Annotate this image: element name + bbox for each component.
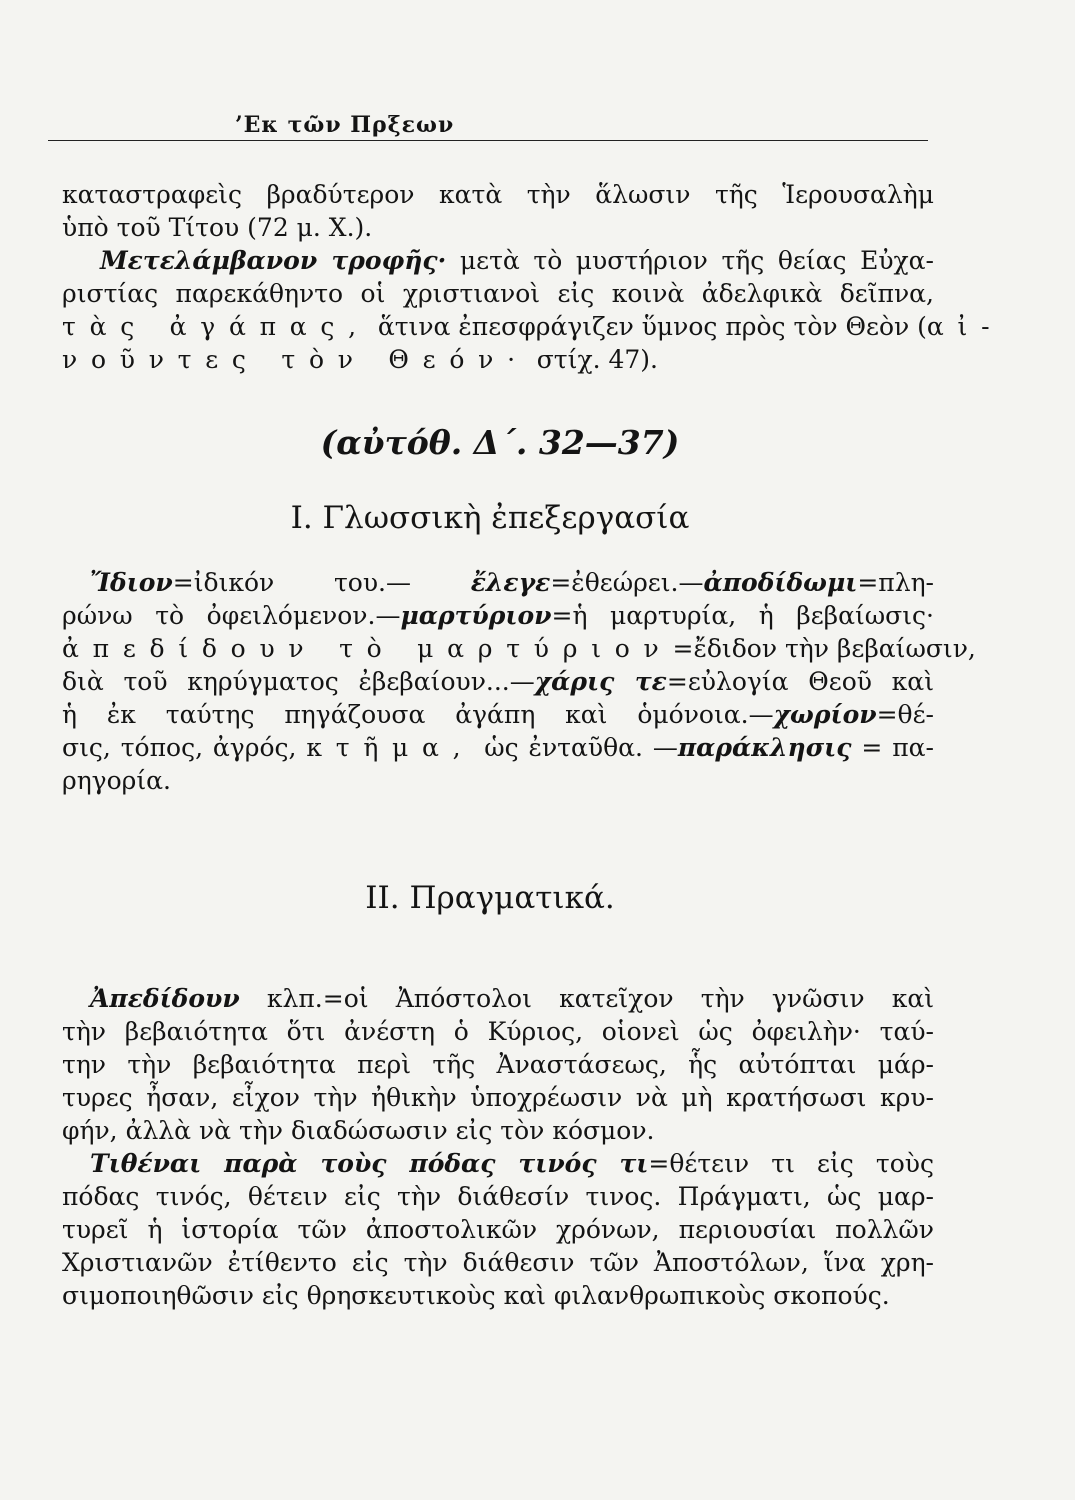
- text-line: πόδας τινός, θέτειν εἰς τὴν διάθεσίν τινος. Πράγματι, ὡς μαρ-: [62, 1182, 934, 1211]
- text-line: διὰ τοῦ κηρύγματος ἐβεβαίουν...—χάρις τε=εὐλογία Θεοῦ καὶ: [62, 667, 934, 696]
- section1-text: [62, 566, 976, 797]
- text-line: την τὴν βεβαιότητα περὶ τῆς Ἀναστάσεως, ἧς αὐτόπται μάρ-: [62, 1050, 934, 1079]
- text-line: ἀπεδίδουν τὸ μαρτύριον=ἔδιδον τὴν βεβαίωσιν,: [62, 634, 976, 663]
- term: ἔλεγε: [470, 568, 551, 597]
- term: Τιθέναι παρὰ τοὺς πόδας τινός τι: [90, 1149, 649, 1178]
- text-line: Χριστιανῶν ἐτίθεντο εἰς τὴν διάθεσιν τῶν Ἀποστόλων, ἵνα χρη-: [62, 1248, 934, 1277]
- header-rule: [48, 140, 928, 141]
- section-title-linguistic: Ι. Γλωσσικὴ ἐπεξεργασία: [290, 500, 690, 536]
- text-line: φήν, ἀλλὰ νὰ τὴν διαδώσωσιν εἰς τὸν κόσμον.: [62, 1116, 655, 1145]
- text-line: τυρεῖ ἡ ἱστορία τῶν ἀποστολικῶν χρόνων, περιουσίαι πολλῶν: [62, 1215, 934, 1244]
- text-line: σιμοποιηθῶσιν εἰς θρησκευτικοὺς καὶ φιλανθρωπικοὺς σκοπούς.: [62, 1281, 890, 1310]
- text-line: Μετελάμβανον τροφῆς· μετὰ τὸ μυστήριον τῆς θείας Εὐχα-: [100, 246, 934, 275]
- text-line: Ἴδιον=ἰδικόν του.— ἔλεγε=ἐθεώρει.—ἀποδίδωμι=πλη-: [90, 568, 934, 597]
- text-line: τὰς ἀγάπας, ἅτινα ἐπεσφράγιζεν ὕμνος πρὸς τὸν Θεὸν (αἰ-: [62, 312, 1004, 341]
- text-line: τὴν βεβαιότητα ὅτι ἀνέστη ὁ Κύριος, οἱονεὶ ὡς ὀφειλὴν· ταύ-: [62, 1017, 934, 1046]
- section-title-factual: ΙΙ. Πραγματικά.: [365, 880, 615, 916]
- text-line: ὑπὸ τοῦ Τίτου (72 μ. Χ.).: [62, 213, 373, 242]
- spaced-term: αἰ-: [926, 312, 1004, 341]
- term: μαρτύριον: [400, 601, 552, 630]
- text-line: καταστραφεὶς βραδύτερον κατὰ τὴν ἅλωσιν τῆς Ἱερουσαλὴμ: [62, 180, 934, 209]
- spaced-term: ἀπεδίδουν τὸ μαρτύριον: [62, 634, 673, 663]
- spaced-term: νοῦντες τὸν Θεόν·: [62, 345, 529, 374]
- text-line: ρώνω τὸ ὀφειλόμενον.—μαρτύριον=ἡ μαρτυρία, ἡ βεβαίωσις·: [62, 601, 935, 630]
- term: χωρίον: [773, 700, 877, 729]
- text-line: Τιθέναι παρὰ τοὺς πόδας τινός τι=θέτειν τι εἰς τοὺς: [90, 1149, 934, 1178]
- term: ἀποδίδωμι: [703, 568, 858, 597]
- text-line: σις, τόπος, ἀγρός, κτῆμα, ὡς ἐνταῦθα. —παράκλησις = πα-: [62, 733, 934, 762]
- spaced-term: τὰς ἀγάπας,: [62, 312, 370, 341]
- text-line: ἡ ἐκ ταύτης πηγάζουσα ἀγάπη καὶ ὁμόνοια.—χωρίον=θέ-: [62, 700, 934, 729]
- term: χάρις τε: [534, 667, 667, 696]
- term: παράκλησις: [677, 733, 852, 762]
- running-head: ’Εκ τῶν Πρξεων: [235, 112, 455, 138]
- text-line: ριστίας παρεκάθηντο οἱ χριστιανοὶ εἰς κοινὰ ἀδελφικὰ δεῖπνα,: [62, 279, 934, 308]
- term: Ἀπεδίδουν: [90, 984, 240, 1013]
- term: Ἴδιον: [90, 568, 173, 597]
- text-line: Ἀπεδίδουν κλπ.=οἱ Ἀπόστολοι κατεῖχον τὴν γνῶσιν καὶ: [90, 984, 934, 1013]
- reference-heading: (αὐτόθ. Δ΄. 32—37): [320, 423, 680, 462]
- text-line: ρηγορία.: [62, 766, 171, 795]
- text-line: τυρες ἦσαν, εἶχον τὴν ἠθικὴν ὑποχρέωσιν νὰ μὴ κρατήσωσι κρυ-: [62, 1083, 934, 1112]
- intro-text: [62, 178, 1004, 376]
- spaced-term: κτῆμα,: [306, 733, 475, 762]
- section2-text: [62, 982, 934, 1312]
- term: Μετελάμβανον τροφῆς·: [100, 246, 447, 275]
- text-line: νοῦντες τὸν Θεόν· στίχ. 47).: [62, 345, 658, 374]
